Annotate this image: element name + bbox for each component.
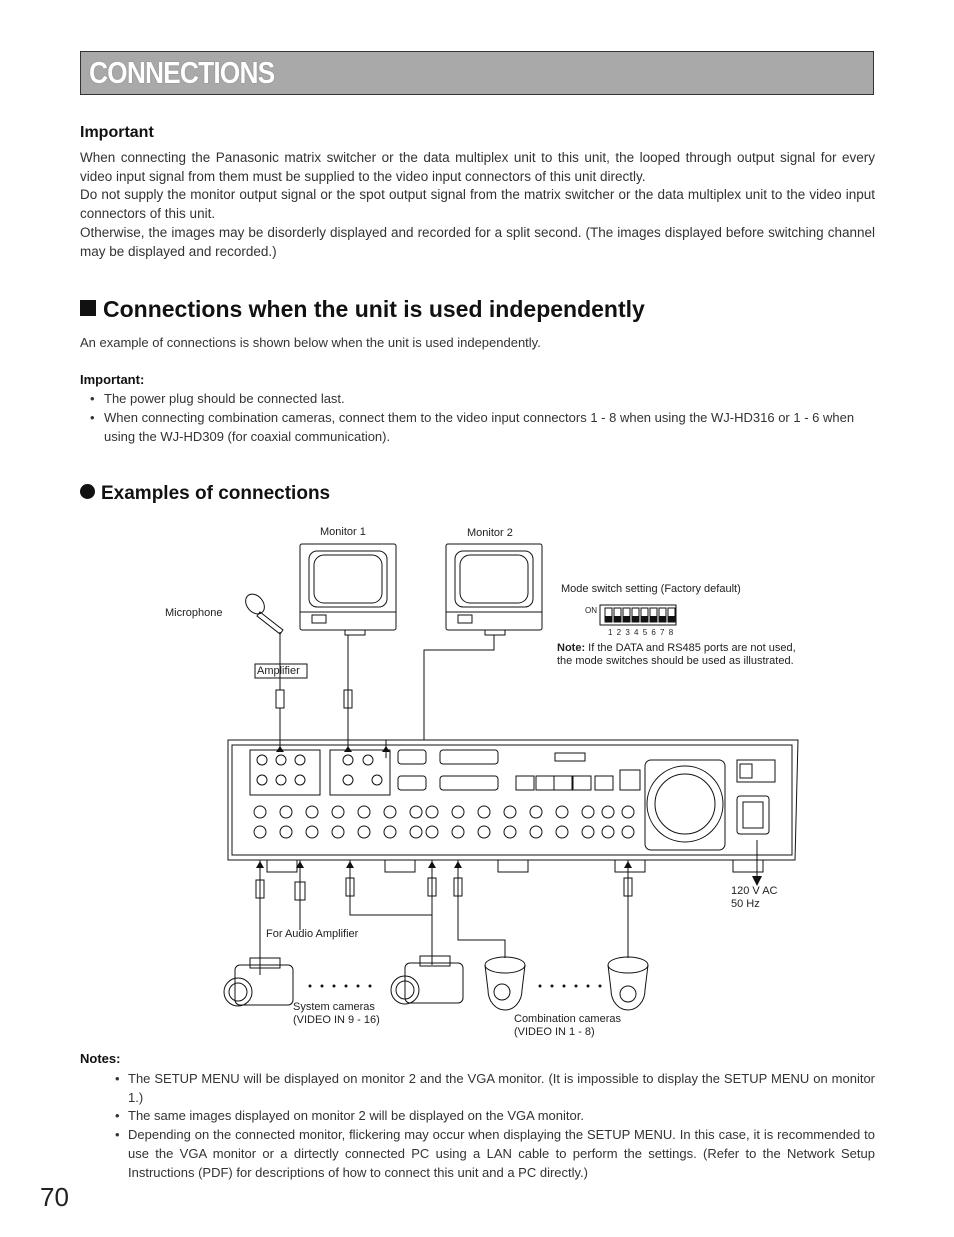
- section-important-label: Important:: [80, 372, 145, 387]
- power-label-line1: 120 V AC: [731, 885, 778, 897]
- mode-switch-note: [557, 642, 797, 668]
- system-cameras-label-1: System cameras: [293, 1001, 375, 1013]
- video-in-connectors: [254, 806, 634, 838]
- monitor-2-drawing: [446, 544, 542, 635]
- microphone-label: Microphone: [165, 607, 223, 619]
- combination-camera-1-drawing: [485, 957, 525, 1010]
- switch-numbers-label: 1 2 3 4 5 6 7 8: [608, 628, 675, 637]
- combination-cameras-label-1: Combination cameras: [514, 1013, 621, 1025]
- important-paragraph-1: When connecting the Panasonic matrix switcher or the data multiplex unit to this unit, the looped through output signal for every video input signal from them must be supplied to the video input connectors of this unit directly.: [80, 150, 875, 184]
- system-camera-2-drawing: [391, 956, 463, 1004]
- system-cameras-label-2: (VIDEO IN 9 - 16): [293, 1014, 380, 1026]
- monitor-1-drawing: [300, 544, 396, 635]
- note-text: If the DATA and RS485 ports are not used, the mode switches should be used as illustrated.: [557, 642, 796, 667]
- system-camera-1-drawing: [224, 958, 293, 1006]
- monitor-2-label: Monitor 2: [467, 527, 513, 539]
- examples-heading-text: Examples of connections: [101, 483, 331, 504]
- important-paragraph-2: Do not supply the monitor output signal or the spot output signal from the matrix switcher or the data multiplex unit to the video input connectors of this unit.: [80, 187, 875, 221]
- section-heading-text: Connections when the unit is used independently: [103, 296, 645, 322]
- section-bullet-2: • When connecting combination cameras, connect them to the video input connectors 1 - 8 when using the WJ-HD316 or 1 - 6 when using the WJ-HD309 (for coaxial communication).: [104, 408, 875, 446]
- combination-camera-2-drawing: [608, 957, 648, 1010]
- audio-amplifier-label: For Audio Amplifier: [266, 928, 359, 940]
- combination-cameras-label-2: (VIDEO IN 1 - 8): [514, 1026, 595, 1038]
- monitor-1-label: Monitor 1: [320, 526, 366, 538]
- note-item-2: • The same images displayed on monitor 2 will be displayed on the VGA monitor.: [128, 1106, 875, 1125]
- important-heading: Important: [80, 124, 154, 141]
- page-title: CONNECTIONS: [89, 55, 275, 90]
- amplifier-label: Amplifier: [257, 665, 300, 677]
- note-item-3: • Depending on the connected monitor, flickering may occur when displaying the SETUP MENU. In this case, it is recommended to use the VGA monitor or a dirtectly connected PC using a LAN cable to perform the settings. (Refer to the Network Setup Instructions (PDF) for descriptions of how to connect this unit and a PC directly.): [128, 1125, 875, 1182]
- section-intro: An example of connections is shown below when the unit is used independently.: [80, 335, 541, 350]
- power-label-line2: 50 Hz: [731, 898, 760, 910]
- switch-on-label: ON: [585, 606, 597, 615]
- page-number: 70: [40, 1182, 69, 1212]
- important-paragraph-3: Otherwise, the images may be disorderly displayed and recorded for a split second. (The images displayed before switching channel may be displayed and recorded.): [80, 225, 875, 259]
- section-bullet-1: • The power plug should be connected last.: [104, 389, 875, 408]
- note-item-1: • The SETUP MENU will be displayed on monitor 2 and the VGA monitor. (It is impossible to display the SETUP MENU on monitor 1.): [128, 1069, 875, 1107]
- dvr-rear-panel: [228, 740, 798, 872]
- notes-heading: Notes:: [80, 1051, 121, 1066]
- note-bold: Note:: [557, 642, 586, 654]
- mode-switch-label: Mode switch setting (Factory default): [561, 583, 741, 595]
